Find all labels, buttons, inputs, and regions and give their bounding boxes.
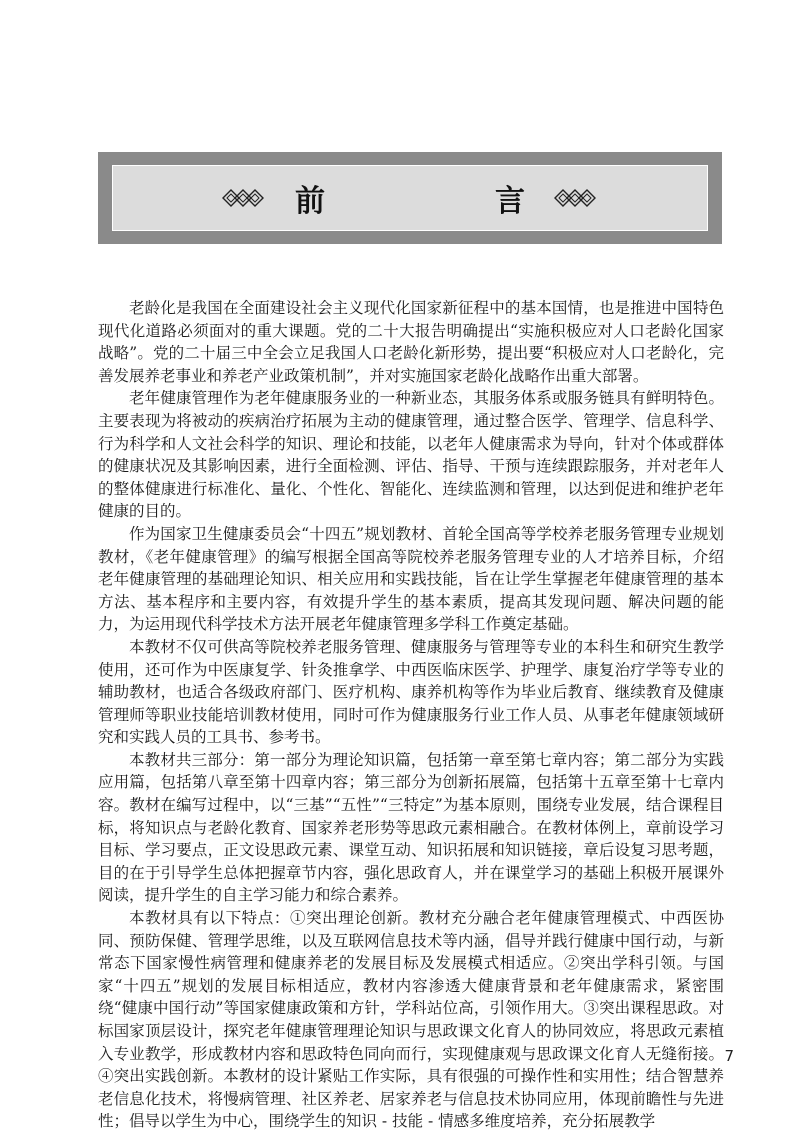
title-frame (98, 152, 722, 244)
page-title: 前 言 (295, 184, 595, 219)
diamond-chain-left-icon (221, 188, 267, 208)
page-number: 7 (724, 1047, 734, 1065)
paragraph-intro: 老龄化是我国在全面建设社会主义现代化国家新征程中的基本国情，也是推进中国特色现代化道路必须面对的重大课题。党的二十大报告明确提出“实施积极应对人口老龄化国家战略”。党的二十届三中全会立足我国人口老龄化新形势，提出要“积极应对人口老龄化，完善发展养老事业和养老产业政策机制”，并对实施国家老龄化战略作出重大部署。 (98, 299, 724, 385)
paragraph-features: 本教材具有以下特点：①突出理论创新。教材充分融合老年健康管理模式、中西医协同、预防保健、管理学思维，以及互联网信息技术等内涵，倡导并践行健康中国行动，与新常态下国家慢性病管理和健康养老的发展目标及发展模式相适应。②突出学科引领。与国家“十四五”规划的发展目标相适应，教材内容渗透大健康背景和老年健康需求，紧密围绕“健康中国行动”等国家健康政策和方针，学科站位高，引领作用大。③突出课程思政。对标国家顶层设计，探究老年健康管理理论知识与思政课文化育人的协同效应，将思政元素植入专业教学，形成教材内容和思政特色同向而行，实现健康观与思政课文化育人无缝衔接。④突出实践创新。本教材的设计紧贴工作实际，具有很强的可操作性和实用性；结合智慧养老信息化技术，将慢病管理、社区养老、居家养老与信息技术协同应用，体现前瞻性与先进性；倡导以学生为中心，围绕学生的知识 - 技能 - 情感多维度培养，充分拓展教学 (98, 909, 724, 1131)
paragraph-structure: 本教材共三部分：第一部分为理论知识篇，包括第一章至第七章内容；第二部分为实践应用篇，包括第八章至第十四章内容；第三部分为创新拓展篇，包括第十五章至第十七章内容。教材在编写过程中，以“三基”“五性”“三特定”为基本原则，围绕专业发展，结合课程目标，将知识点与老龄化教育、国家养老形势等思政元素相融合。在教材体例上，章前设学习目标、学习要点，正文设思政元素、课堂互动、知识拓展和知识链接，章后设复习思考题，目的在于引导学生总体把握章节内容，强化思政育人，并在课堂学习的基础上积极开展课外阅读，提升学生的自主学习能力和综合素养。 (98, 750, 724, 905)
paragraph-audience: 本教材不仅可供高等院校养老服务管理、健康服务与管理等专业的本科生和研究生教学使用，还可作为中医康复学、针灸推拿学、中西医临床医学、护理学、康复治疗学等专业的辅助教材，也适合各级政府部门、医疗机构、康养机构等作为毕业后教育、继续教育及健康管理师等职业技能培训教材使用，同时可作为健康服务行业工作人员、从事老年健康领域研究和实践人员的工具书、参考书。 (98, 637, 724, 747)
paragraph-health-management: 老年健康管理作为老年健康服务业的一种新业态，其服务体系或服务链具有鲜明特色。主要表现为将被动的疾病治疗拓展为主动的健康管理，通过整合医学、管理学、信息科学、行为科学和人文社会科学的知识、理论和技能，以老年人健康需求为导向，针对个体或群体的健康状况及其影响因素，进行全面检测、评估、指导、干预与连续跟踪服务，并对老年人的整体健康进行标准化、量化、个性化、智能化、连续监测和管理，以达到促进和维护老年健康的目的。 (98, 389, 724, 521)
title-panel (112, 165, 708, 231)
title-group (193, 176, 627, 220)
preface-body (98, 297, 724, 1133)
diamond-chain-right-icon (553, 188, 599, 208)
paragraph-textbook-purpose: 作为国家卫生健康委员会“十四五”规划教材、首轮全国高等学校养老服务管理专业规划教材，《老年健康管理》的编写根据全国高等院校养老服务管理专业的人才培养目标，介绍老年健康管理的基础理论知识、相关应用和实践技能，旨在让学生掌握老年健康管理的基本方法、基本程序和主要内容，有效提升学生的基本素质，提高其发现问题、解决问题的能力，为运用现代科学技术方法开展老年健康管理多学科工作奠定基础。 (98, 524, 724, 634)
